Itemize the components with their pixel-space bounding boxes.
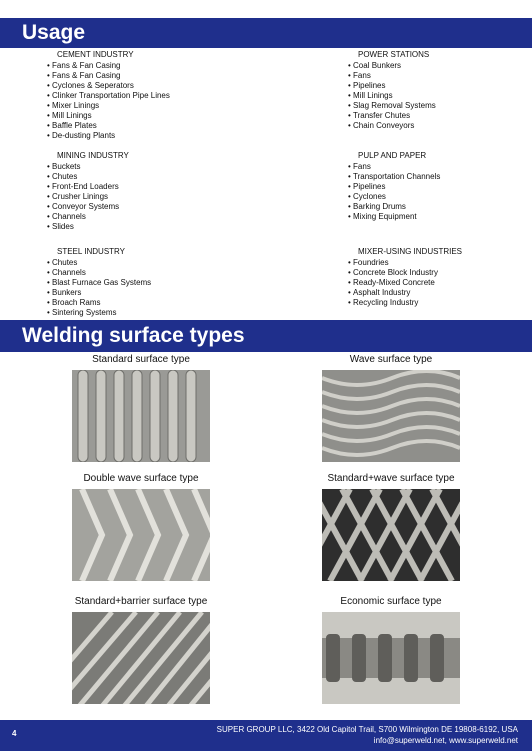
standard-surface-photo	[72, 370, 210, 462]
application-list	[47, 258, 267, 318]
application-list	[47, 162, 267, 232]
application-item: • Chutes	[47, 258, 267, 268]
footer-band	[0, 720, 532, 751]
standard-wave-surface-photo	[322, 489, 460, 581]
application-item: • Transportation Channels	[348, 172, 532, 182]
usage-column	[348, 151, 532, 222]
sample-caption: Standard surface type	[92, 354, 190, 365]
application-item: • Slag Removal Systems	[348, 101, 532, 111]
application-item: • Mill Linings	[348, 91, 532, 101]
sample-economic	[291, 596, 491, 704]
application-item: • Clinker Transportation Pipe Lines	[47, 91, 267, 101]
application-item: • Foundries	[348, 258, 532, 268]
application-item: • Slides	[47, 222, 267, 232]
economic-surface-photo	[322, 612, 460, 704]
application-item: • Buckets	[47, 162, 267, 172]
page-number: 4	[12, 729, 17, 738]
industry-heading: CEMENT INDUSTRY	[57, 50, 134, 59]
sample-caption: Wave surface type	[349, 354, 433, 365]
application-item: • Fans & Fan Casing	[47, 71, 267, 81]
application-item: • Mixer Linings	[47, 101, 267, 111]
application-item: • Transfer Chutes	[348, 111, 532, 121]
sample-standard	[41, 354, 241, 462]
industry-heading: MIXER-USING INDUSTRIES	[358, 247, 463, 256]
application-item: • Asphalt Industry	[348, 288, 532, 298]
application-item: • Channels	[47, 212, 267, 222]
application-item: • Barking Drums	[348, 202, 532, 212]
application-item: • Cyclones & Seperators	[47, 81, 267, 91]
sample-standard-barrier	[41, 596, 241, 704]
application-item: • Pipelines	[348, 81, 532, 91]
application-item: • Fans	[348, 162, 532, 172]
application-item: • Front-End Loaders	[47, 182, 267, 192]
application-item: • Fans & Fan Casing	[47, 61, 267, 71]
usage-header-band	[0, 18, 532, 48]
industry-heading: POWER STATIONS	[358, 50, 430, 59]
usage-column	[47, 151, 267, 232]
application-item: • Recycling Industry	[348, 298, 532, 308]
application-list	[47, 61, 267, 141]
company-address: SUPER GROUP LLC, 3422 Old Capitol Trail, S700 Wilmington DE 19808-6192, USA	[216, 725, 518, 734]
application-item: • Concrete Block Industry	[348, 268, 532, 278]
usage-title: Usage	[22, 21, 86, 44]
application-item: • Conveyor Systems	[47, 202, 267, 212]
application-item: • Coal Bunkers	[348, 61, 532, 71]
contact-links: info@superweld.net, www.superweld.net	[373, 736, 518, 745]
application-item: • Chutes	[47, 172, 267, 182]
application-item: • Blast Furnace Gas Systems	[47, 278, 267, 288]
sample-caption: Economic surface type	[340, 596, 442, 607]
application-item: • Mill Linings	[47, 111, 267, 121]
wave-surface-photo	[322, 370, 460, 462]
application-list	[348, 258, 532, 308]
usage-column	[47, 247, 267, 318]
double-wave-surface-photo	[72, 489, 210, 581]
sample-double-wave	[41, 473, 241, 581]
standard-barrier-surface-photo	[72, 612, 210, 704]
application-item: • Ready-Mixed Concrete	[348, 278, 532, 288]
application-item: • Pipelines	[348, 182, 532, 192]
application-item: • Channels	[47, 268, 267, 278]
industry-heading: PULP AND PAPER	[358, 151, 427, 160]
application-list	[348, 162, 532, 222]
welding-header-band	[0, 320, 532, 352]
application-item: • Cyclones	[348, 192, 532, 202]
welding-title: Welding surface types	[22, 324, 245, 347]
application-item: • Bunkers	[47, 288, 267, 298]
application-item: • Crusher Linings	[47, 192, 267, 202]
usage-column	[47, 50, 267, 141]
sample-wave	[291, 354, 491, 462]
sample-standard-wave	[291, 473, 491, 581]
application-item: • Broach Rams	[47, 298, 267, 308]
application-item: • Chain Conveyors	[348, 121, 532, 131]
sample-caption: Standard+barrier surface type	[74, 596, 208, 607]
industry-heading: MINING INDUSTRY	[57, 151, 129, 160]
application-item: • Baffle Plates	[47, 121, 267, 131]
industry-heading: STEEL INDUSTRY	[57, 247, 126, 256]
application-item: • Mixing Equipment	[348, 212, 532, 222]
sample-caption: Standard+wave surface type	[327, 473, 455, 484]
usage-column	[348, 247, 532, 308]
sample-caption: Double wave surface type	[83, 473, 199, 484]
usage-column	[348, 50, 532, 131]
footer-address	[217, 724, 518, 746]
application-item: • Fans	[348, 71, 532, 81]
application-list	[348, 61, 532, 131]
application-item: • Sintering Systems	[47, 308, 267, 318]
application-item: • De-dusting Plants	[47, 131, 267, 141]
